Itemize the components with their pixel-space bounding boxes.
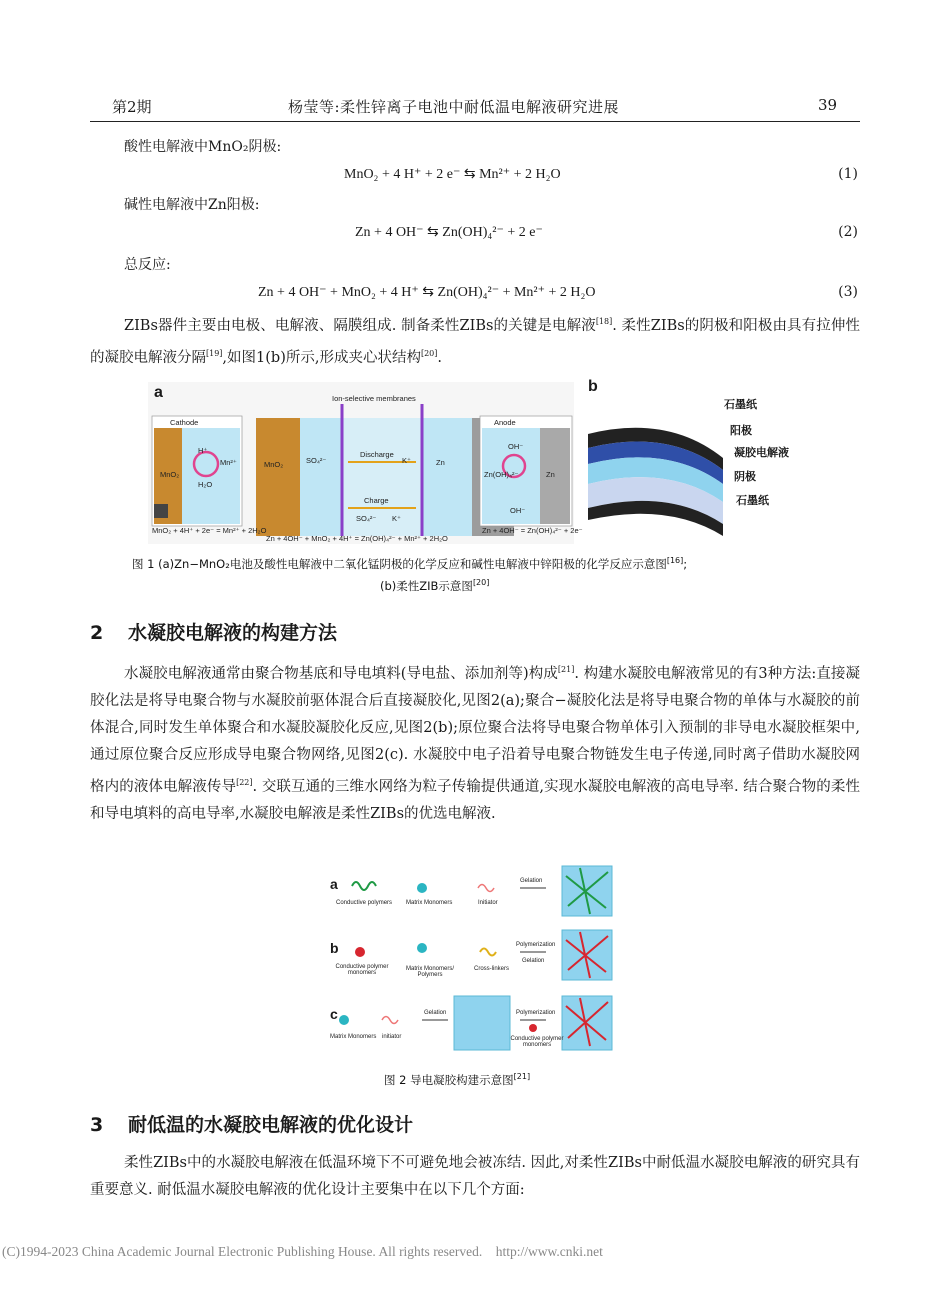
section-3-heading: 3 耐低温的水凝胶电解液的优化设计 (90, 1114, 414, 1136)
layer-label-anode: 阳极 (730, 424, 752, 437)
fig2-cp-monomers-label: Conductive polymer monomers (335, 964, 389, 976)
cathode-inset (154, 504, 168, 518)
figure-2-graphic (330, 864, 620, 1054)
fig2-gelation-c-label: Gelation (424, 1010, 447, 1016)
equation-2: Zn + 4 OH⁻ ⇆ Zn(OH)₄²⁻ + 2 e⁻ (355, 225, 543, 240)
k-plus-label: K⁺ (402, 456, 411, 465)
anode-equation: Zn + 4OH⁻ = Zn(OH)₄²⁻ + 2e⁻ (482, 526, 583, 535)
section-2-paragraph: 水凝胶电解液通常由聚合物基底和导电填料(导电盐、添加剂等)构成[21]. 构建水凝胶电解液常见的有3种方法:直接凝胶化法是将导电聚合物与水凝胶前驱体混合后直接凝胶化,见图2(a);聚合−凝胶化法是将导电聚合物的单体与水凝胶的前体混合,同时发生单体聚合和水凝胶凝胶化反应,见图2(b);原位聚合法将导电聚合物单体引入预制的非导电水凝胶框架中,通过原位聚合反应形成导电聚合物网络,见图2(c). 水凝胶中电子沿着导电聚合物链发生电子传递,同时离子借助水凝胶网格内的液体电解液传导[22]. 交联互通的三维水网络为粒子传输提供通道,实现水凝胶电解液的高电导率. 结合聚合物的柔性和导电填料的高电导率,水凝胶电解液是柔性ZIBs的优选电解液. (90, 665, 861, 822)
so4-charge-label: SO₄²⁻ (356, 514, 377, 523)
main-mno2-label: MnO₂ (264, 460, 284, 469)
row-c-cp-monomer (529, 1024, 537, 1032)
eq1-label: 酸性电解液中MnO₂阴极: (124, 139, 282, 155)
row-a-monomer (417, 883, 427, 893)
fig2-polymerization-c-label: Polymerization (516, 1010, 556, 1016)
running-title: 杨莹等:柔性锌离子电池中耐低温电解液研究进展 (288, 98, 620, 116)
anode-electrolyte (422, 418, 472, 536)
membranes-title: Ion-selective membranes (332, 394, 416, 403)
row-a-polymer (352, 882, 376, 890)
row-b-matrix (417, 943, 427, 953)
figure-1-graphic (148, 374, 812, 544)
so4-label: SO₄²⁻ (306, 456, 327, 465)
intro-paragraph: ZIBs器件主要由电极、电解液、隔膜组成. 制备柔性ZIBs的关键是电解液[18]. 柔性ZIBs的阴极和阳极由具有拉伸性的凝胶电解液分隔[19],如图1(b)所示,形成夹心状结构[20]. (90, 317, 860, 366)
fig2-initiator-c-label: initiator (382, 1034, 402, 1040)
layer-label-cathode: 阴极 (734, 470, 756, 483)
anode-oh-top: OH⁻ (508, 442, 524, 451)
row-b-monomer (355, 947, 365, 957)
fig2-matrix-polymers-label: Matrix Monomers/ Polymers (405, 966, 454, 978)
equation-1: MnO₂ + 4 H⁺ + 2 e⁻ ⇆ Mn²⁺ + 2 H₂O (344, 167, 561, 182)
equation-3-number: (3) (838, 284, 858, 300)
section-2-heading: 2 水凝胶电解液的构建方法 (90, 622, 338, 644)
figure-2-caption: 图 2 导电凝胶构建示意图[21] (384, 1072, 531, 1087)
eq2-label: 碱性电解液中Zn阳极: (124, 197, 260, 213)
cathode-mn2: Mn²⁺ (220, 458, 237, 467)
figure-2 (330, 864, 620, 1054)
row-b-crosslinker (480, 949, 496, 956)
anode-zn-zoom-label: Zn (546, 470, 555, 479)
figure-1-caption-line1: 图 1 (a)Zn−MnO₂电池及酸性电解液中二氧化锰阴极的化学反应和碱性电解液中锌阳极的化学反应示意图[16]; (132, 556, 688, 571)
main-zn-label: Zn (436, 458, 445, 467)
k-plus-charge-label: K⁺ (392, 514, 401, 523)
discharge-label: Discharge (360, 450, 394, 459)
layer-label-graphite-bottom: 石墨纸 (736, 494, 769, 507)
eq3-label: 总反应: (124, 257, 171, 273)
anode-zn-zoom (540, 428, 570, 524)
total-equation: Zn + 4OH⁻ + MnO₂ + 4H⁺ = Zn(OH)₄²⁻ + Mn²⁺ + 2H₂O (266, 534, 448, 543)
panel-b-label: b (588, 378, 598, 395)
layer-label-graphite-top: 石墨纸 (724, 398, 757, 411)
figure-1 (148, 374, 812, 544)
fig2-polymerization-label: Polymerization (516, 942, 556, 948)
row-c-gel-cube (454, 996, 510, 1050)
equation-1-number: (1) (838, 166, 858, 182)
fig2-gelation-label: Gelation (520, 878, 543, 884)
cathode-mno2-zoom-label: MnO₂ (160, 470, 180, 479)
cathode-title: Cathode (170, 418, 199, 427)
panel-a-label: a (154, 384, 163, 401)
fig2-cp-monomers-c-label: Conductive polymer monomers (510, 1036, 564, 1048)
cathode-h2o: H₂O (198, 480, 213, 489)
fig2-label-c: c (330, 1006, 338, 1022)
section-3-paragraph: 柔性ZIBs中的水凝胶电解液在低温环境下不可避免地会被冻结. 因此,对柔性ZIBs中耐低温水凝胶电解液的研究具有重要意义. 耐低温水凝胶电解液的优化设计主要集中在以下几个方面: (90, 1155, 860, 1198)
main-mno2-electrode (256, 418, 300, 536)
fig2-matrix-c-label: Matrix Monomers (330, 1034, 377, 1040)
fig2-matrix-label: Matrix Monomers (406, 900, 453, 906)
cathode-h-plus: H⁺ (198, 446, 208, 455)
anode-title: Anode (494, 418, 516, 427)
equation-3: Zn + 4 OH⁻ + MnO₂ + 4 H⁺ ⇆ Zn(OH)₄²⁻ + Mn²⁺ + 2 H₂O (258, 285, 596, 300)
fig2-cp-label: Conductive polymers (336, 900, 393, 906)
layer-label-gel: 凝胶电解液 (734, 446, 789, 459)
fig2-label-a: a (330, 876, 338, 892)
anode-oh-bottom: OH⁻ (510, 506, 526, 515)
anode-znoh: Zn(OH)₄²⁻ (484, 470, 519, 479)
middle-electrolyte (342, 418, 422, 536)
copyright-footer: (C)1994-2023 China Academic Journal Electronic Publishing House. All rights reserved. http://www.cnki.net (2, 1244, 603, 1259)
cathode-electrolyte (300, 418, 342, 536)
equation-2-number: (2) (838, 224, 858, 240)
page-number: 39 (818, 96, 838, 114)
fig2-crosslinkers-label: Cross-linkers (474, 966, 510, 972)
fig2-gelation2-label: Gelation (522, 958, 545, 964)
row-c-monomer (339, 1015, 349, 1025)
fig2-initiator-label: Initiator (478, 900, 498, 906)
cathode-equation: MnO₂ + 4H⁺ + 2e⁻ = Mn²⁺ + 2H₂O (152, 526, 267, 535)
journal-issue: 第2期 (112, 98, 152, 116)
row-c-initiator (382, 1017, 398, 1024)
row-a-initiator (478, 885, 494, 892)
figure-1-caption-line2: (b)柔性ZIB示意图[20] (380, 578, 490, 593)
charge-label: Charge (364, 496, 389, 505)
header-rule (90, 121, 860, 122)
fig2-label-b: b (330, 940, 339, 956)
cnki-url[interactable]: http://www.cnki.net (495, 1244, 603, 1259)
